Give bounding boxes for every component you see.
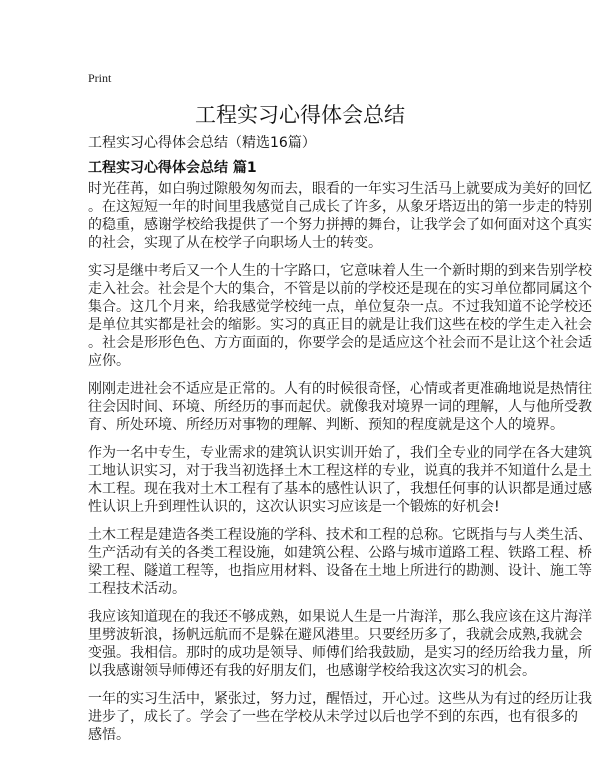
paragraph-line: 感悟。	[88, 727, 130, 743]
paragraph-line: 工地认识实习，对于我当初选择土木工程这样的专业，说真的我并不知道什么是土	[88, 463, 592, 479]
paragraph	[88, 180, 592, 252]
paragraph-line: 木工程。现在我对土木工程有了基本的感性认识了，我想任何事的认识都是通过感	[88, 481, 592, 497]
paragraph-line: 一年的实习生活中，紧张过，努力过，醒悟过，开心过。这些从为有过的经历让我	[88, 691, 592, 707]
paragraph-line: 。社会是形形色色、方方面面的，你要学会的是适应这个社会而不是让这个社会适	[88, 335, 592, 351]
paragraph-line: 里劈波斩浪，扬帆远航而不是躲在避风港里。只要经历多了，我就会成熟,我就会	[88, 627, 583, 643]
document-body	[88, 180, 592, 754]
paragraph-line: 生产活动有关的各类工程设施，如建筑公程、公路与城市道路工程、铁路工程、桥	[88, 545, 592, 561]
paragraph-line: 走入社会。社会是个大的集合，不管是以前的学校还是现在的实习单位都同属这个	[88, 281, 592, 297]
paragraph-line: 往会因时间、环境、所经历的事而起伏。就像我对境界一词的理解，人与他所受教	[88, 399, 592, 415]
paragraph-line: 的稳重，感谢学校给我提供了一个努力拼搏的舞台，让我学会了如何面对这个真实	[88, 217, 592, 233]
paragraph-line: 作为一名中专生，专业需求的建筑认识实训开始了，我们全专业的同学在各大建筑	[88, 445, 592, 461]
print-link[interactable]: Print	[88, 71, 112, 85]
document-subtitle: 工程实习心得体会总结（精选16篇）	[88, 135, 316, 151]
paragraph	[88, 380, 592, 434]
paragraph-line: 育、所处环境、所经历对事物的理解、判断、预知的程度就是这个人的境界。	[88, 417, 564, 433]
paragraph-line: 性认识上升到理性认识的，这次认识实习应该是一个锻炼的好机会!	[88, 499, 500, 515]
paragraph-line: 变强。我相信。那时的成功是领导、师傅们给我鼓励，是实习的经历给我力量，所	[88, 645, 592, 661]
paragraph-line: 的社会，实现了从在校学子向职场人士的转变。	[88, 235, 382, 251]
paragraph	[88, 444, 592, 516]
paragraph-line: 梁工程、隧道工程等，也指应用材料、设备在土地上所进行的勘测、设计、施工等	[88, 563, 592, 579]
paragraph-line: 。在这短短一年的时间里我感觉自己成长了许多，从象牙塔迈出的第一步走的特别	[88, 199, 592, 215]
paragraph-line: 土木工程是建造各类工程设施的学科、技术和工程的总称。它既指与与人类生活、	[88, 527, 592, 543]
paragraph	[88, 262, 592, 370]
paragraph-line: 是单位其实都是社会的缩影。实习的真正目的就是让我们这些在校的学生走入社会	[88, 317, 592, 333]
document-title: 工程实习心得体会总结	[195, 103, 405, 127]
paragraph	[88, 690, 592, 744]
paragraph-line: 进步了，成长了。学会了一些在学校从未学过以后也学不到的东西，也有很多的	[88, 709, 578, 725]
paragraph-line: 实习是继中考后又一个人生的十字路口，它意味着人生一个新时期的到来告别学校	[88, 263, 592, 279]
paragraph-line: 刚刚走进社会不适应是正常的。人有的时候很奇怪，心情或者更准确地说是热情往	[88, 381, 592, 397]
paragraph-line: 集合。这几个月来，给我感觉学校纯一点，单位复杂一点。不过我知道不论学校还	[88, 299, 592, 315]
paragraph-line: 时光荏苒，如白驹过隙般匆匆而去，眼看的一年实习生活马上就要成为美好的回忆	[88, 181, 592, 197]
section-heading: 工程实习心得体会总结 篇1	[88, 160, 257, 176]
paragraph-line: 我应该知道现在的我还不够成熟，如果说人生是一片海洋，那么我应该在这片海洋	[88, 609, 592, 625]
paragraph-line: 以我感谢领导师傅还有我的好朋友们，也感谢学校给我这次实习的机会。	[88, 663, 536, 679]
paragraph-line: 应你。	[88, 353, 130, 369]
paragraph	[88, 526, 592, 598]
paragraph	[88, 608, 592, 680]
paragraph-line: 工程技术活动。	[88, 581, 186, 597]
